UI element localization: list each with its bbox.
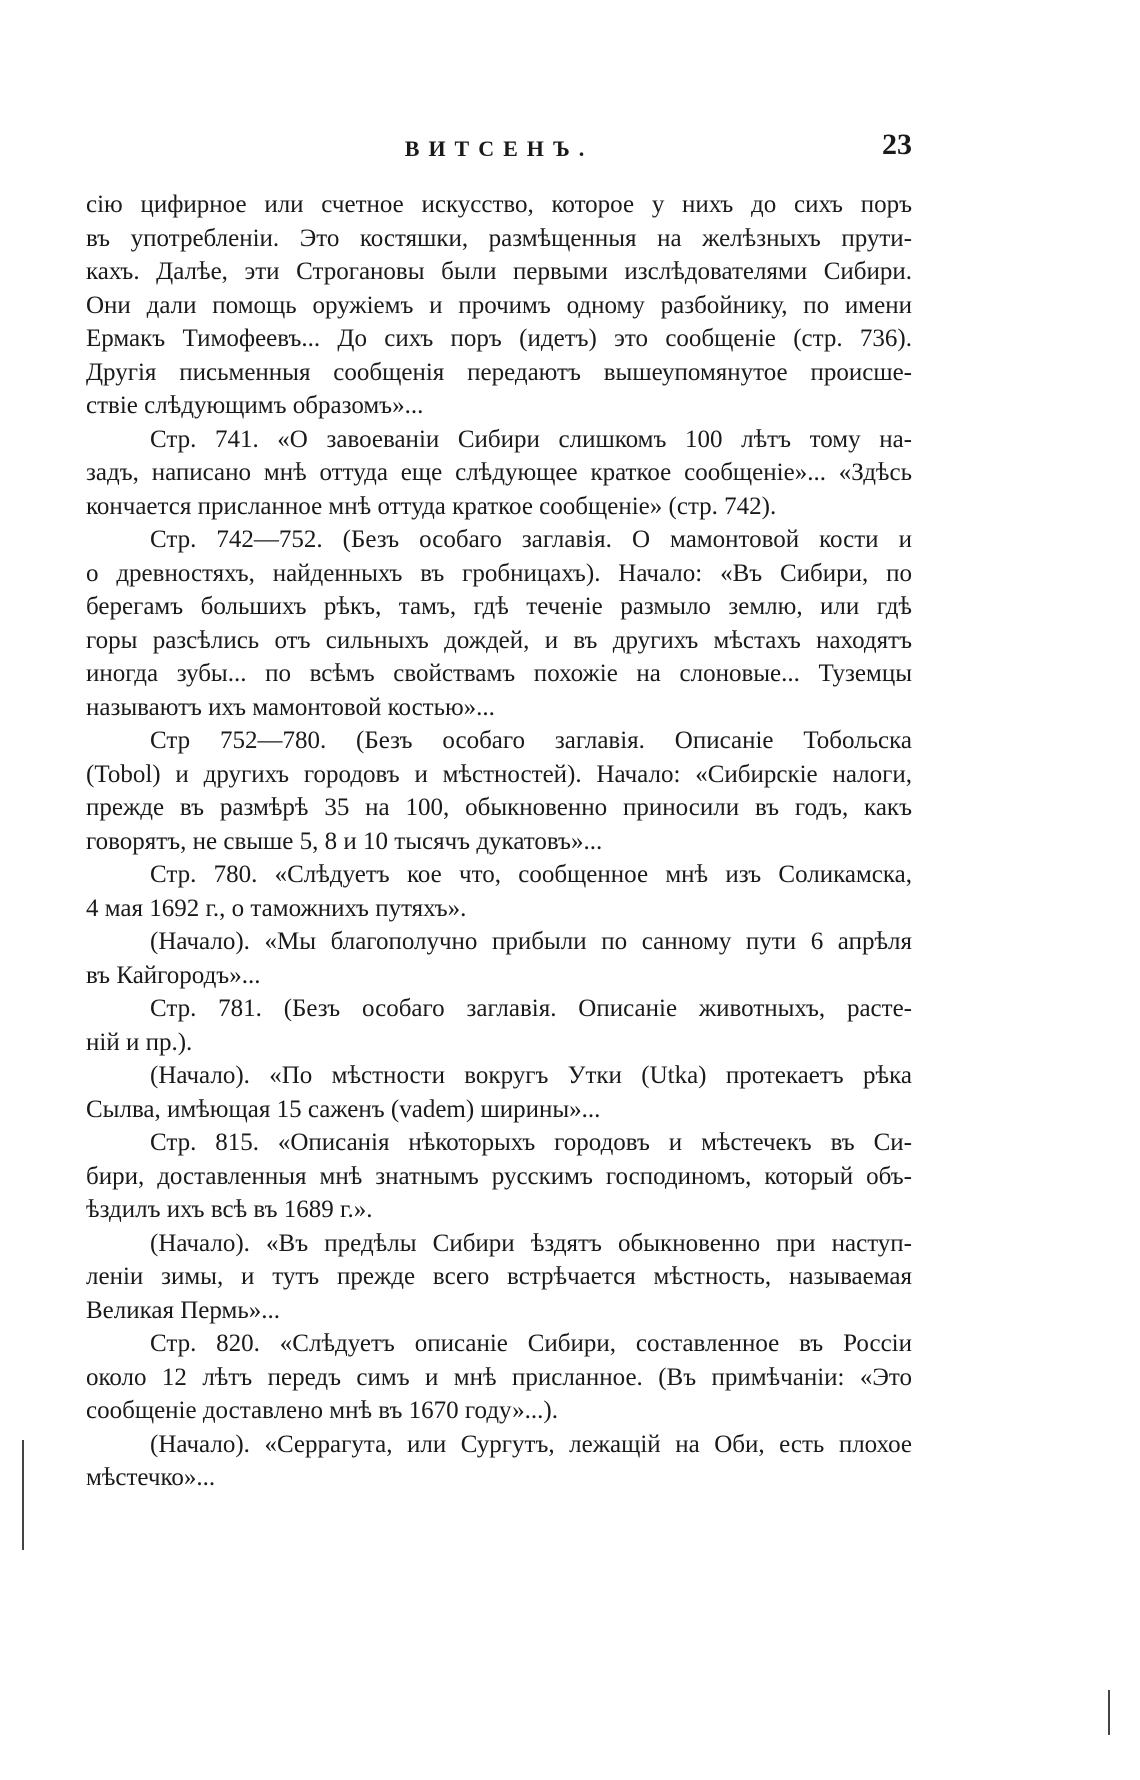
text-line: кончается присланное мнѣ оттуда краткое сообщеніе» (стр. 742). — [86, 492, 777, 520]
text-line: называютъ ихъ мамонтовой костью»... — [86, 693, 495, 721]
text-line: Ермакъ Тимофеевъ... До сихъ поръ (идетъ) это сообщеніе (стр. 736). — [86, 325, 912, 352]
text-line: Стр. 781. (Безъ особаго заглавія. Описаніе животныхъ, расте- — [150, 995, 912, 1022]
text-line: ѣздилъ ихъ всѣ въ 1689 г.». — [86, 1196, 373, 1223]
text-line: Сылва, имѣющая 15 саженъ (vadem) ширины»... — [86, 1095, 601, 1123]
text-line: сообщеніе доставлено мнѣ въ 1670 году»...). — [86, 1397, 558, 1424]
text-line: мѣстечко»... — [86, 1464, 216, 1491]
text-line: задъ, написано мнѣ оттуда еще слѣдующее краткое сообщеніе»... «Здѣсь — [86, 459, 912, 486]
text-line: прежде въ размѣрѣ 35 на 100, обыкновенно приносили въ годъ, какъ — [86, 794, 912, 821]
text-line: (Начало). «Мы благополучно прибыли по санному пути 6 апрѣля — [150, 928, 912, 955]
text-line: въ Кайгородъ»... — [86, 961, 261, 989]
text-line: Стр. 742—752. (Безъ особаго заглавія. О мамонтовой кости и — [150, 526, 912, 553]
text-line: горы разсѣлись отъ сильныхъ дождей, и въ другихъ мѣстахъ находятъ — [86, 626, 912, 654]
scan-edge-mark-right — [1108, 1690, 1110, 1735]
text-line: кахъ. Далѣе, эти Строгановы были первыми изслѣдователями Сибири. — [86, 258, 912, 285]
text-line: о древностяхъ, найденныхъ въ гробницахъ). Начало: «Въ Сибири, по — [86, 559, 912, 587]
text-line: (Начало). «По мѣстности вокругъ Утки (Utka) протекаетъ рѣка — [150, 1062, 912, 1089]
text-line: (Начало). «Серрагута, или Сургутъ, лежащій на Оби, есть плохое — [150, 1430, 912, 1458]
text-line: ній и пр.). — [86, 1028, 193, 1056]
page-number: 23 — [882, 128, 912, 161]
text-line: говорятъ, не свыше 5, 8 и 10 тысячъ дукатовъ»... — [86, 827, 603, 855]
text-line: ствіе слѣдующимъ образомъ»... — [86, 392, 424, 419]
text-line: леніи зимы, и тутъ прежде всего встрѣчается мѣстность, называемая — [86, 1263, 912, 1290]
body-text — [86, 188, 912, 1495]
text-line: сію цифирное или счетное искусство, которое у нихъ до сихъ поръ — [86, 191, 912, 218]
scan-edge-mark-left — [22, 1440, 24, 1550]
text-line: 4 мая 1692 г., о таможнихъ путяхъ». — [86, 894, 467, 922]
page-header — [86, 128, 912, 176]
text-line: Стр. 780. «Слѣдуетъ кое что, сообщенное мнѣ изъ Соликамска, — [150, 861, 912, 888]
text-line: въ употребленіи. Это костяшки, размѣщенныя на желѣзныхъ прути- — [86, 224, 912, 252]
text-line: Стр. 815. «Описанія нѣкоторыхъ городовъ и мѣстечекъ въ Си- — [150, 1129, 912, 1156]
text-line: около 12 лѣтъ передъ симъ и мнѣ присланное. (Въ примѣчаніи: «Это — [86, 1363, 912, 1391]
text-line: (Начало). «Въ предѣлы Сибири ѣздятъ обыкновенно при наступ- — [150, 1229, 912, 1257]
text-line: Стр. 820. «Слѣдуетъ описаніе Сибири, составленное въ Россіи — [150, 1330, 912, 1357]
text-line: (Tobol) и другихъ городовъ и мѣстностей). Начало: «Сибирскіе налоги, — [86, 760, 912, 788]
text-line: Стр 752—780. (Безъ особаго заглавія. Описаніе Тобольска — [150, 727, 912, 754]
text-line: иногда зубы... по всѣмъ свойствамъ похожіе на слоновые... Туземцы — [86, 660, 912, 687]
text-line: Они дали помощь оружіемъ и прочимъ одному разбойнику, по имени — [86, 291, 912, 319]
running-title: ВИТСЕНЪ. — [404, 136, 594, 161]
text-line: Другія письменныя сообщенія передаютъ вышеупомянутое происше- — [86, 358, 912, 386]
text-line: Стр. 741. «О завоеваніи Сибири слишкомъ 100 лѣтъ тому на- — [150, 425, 912, 453]
text-line: бири, доставленныя мнѣ знатнымъ русскимъ господиномъ, который объ- — [86, 1162, 912, 1190]
text-line: берегамъ большихъ рѣкъ, тамъ, гдѣ теченіе размыло землю, или гдѣ — [86, 593, 912, 620]
text-line: Великая Пермь»... — [86, 1296, 280, 1324]
